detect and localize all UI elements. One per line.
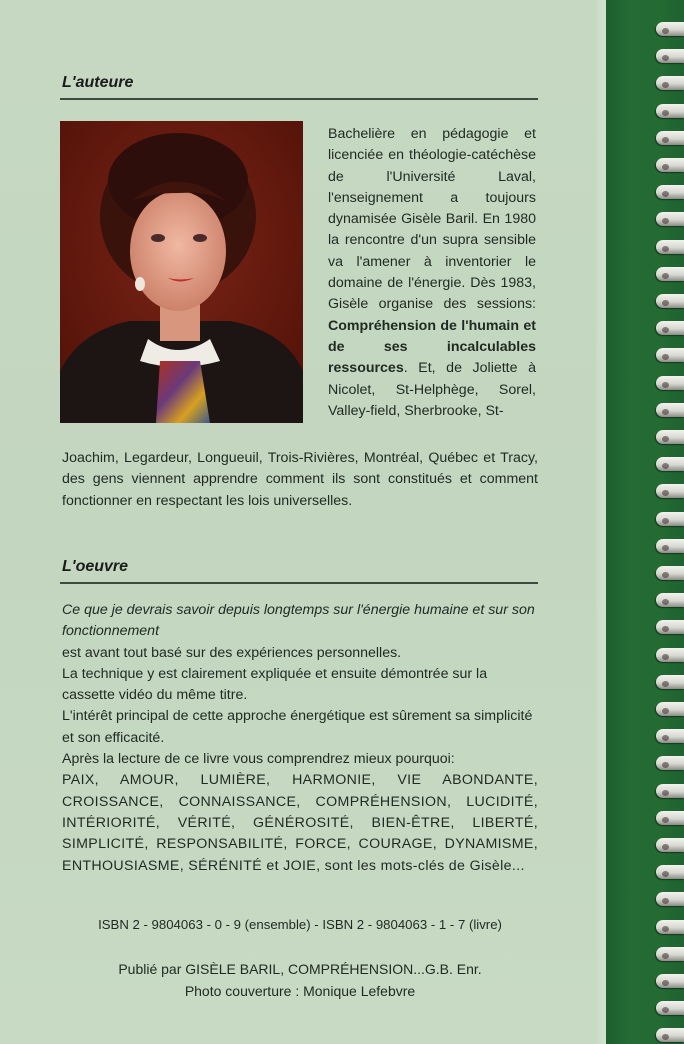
coil-loop-icon (656, 484, 684, 498)
coil-loop-icon (656, 566, 684, 580)
work-description (62, 600, 538, 877)
coil-loop-icon (656, 430, 684, 444)
work-divider (60, 582, 538, 584)
photo-credit: Photo couverture : Monique Lefebvre (184, 983, 416, 999)
coil-loop-icon (656, 838, 684, 852)
coil-loop-icon (656, 865, 684, 879)
isbn-line: ISBN 2 - 9804063 - 0 - 9 (ensemble) - ISBN 2 - 9804063 - 1 - 7 (livre) (98, 917, 502, 932)
coil-loop-icon (656, 240, 684, 254)
coil-loop-icon (656, 76, 684, 90)
description-line: Après la lecture de ce livre vous comprendrez mieux pourquoi: (62, 751, 455, 768)
coil-loop-icon (656, 158, 684, 172)
coil-loop-icon (656, 49, 684, 63)
coil-loop-icon (656, 593, 684, 607)
coil-loop-icon (656, 702, 684, 716)
author-bio-text: Bachelière en pédagogie et licenciée en théologie-catéchèse de l'Université Laval, l'enseignement a toujours dynamisée Gisèle Baril. En 1980 la rencontre d'un supra sensible va l'amener à inventorier le domaine de l'énergie. Dès 1983, Gisèle organise des sessions: (328, 126, 536, 313)
publisher-line: Publié par GISÈLE BARIL, COMPRÉHENSION...G.B. Enr. (118, 961, 482, 977)
author-bio-column (328, 124, 536, 422)
coil-loop-icon (656, 1001, 684, 1015)
coil-loop-icon (656, 104, 684, 118)
coil-loop-icon (656, 784, 684, 798)
coil-loop-icon (656, 403, 684, 417)
coil-loop-icon (656, 756, 684, 770)
author-divider (60, 98, 538, 100)
coil-loop-icon (656, 811, 684, 825)
coil-loop-icon (656, 892, 684, 906)
portrait-illustration-icon (60, 121, 303, 423)
author-bio-full: Joachim, Legardeur, Longueuil, Trois-Rivières, Montréal, Québec et Tracy, des gens viennent apprendre comment ils sont constitués et comment fonctionner en respectant les lois universelles. (62, 450, 538, 509)
keywords-list: PAIX, AMOUR, LUMIÈRE, HARMONIE, VIE ABONDANTE, CROISSANCE, CONNAISSANCE, COMPRÉHENSION, LUCIDITÉ, INTÉRIORITÉ, VÉRITÉ, GÉNÉROSITÉ, BIEN-ÊTRE, LIBERTÉ, SIMPLICITÉ, RESPONSABILITÉ, FORCE, COURAGE, DYNAMISME, ENTHOUSIASME, SÉRÉNITÉ et JOIE, sont les mots-clés de Gisèle... (62, 772, 538, 874)
coil-loop-icon (656, 512, 684, 526)
coil-loop-icon (656, 539, 684, 553)
description-line: est avant tout basé sur des expériences personnelles. (62, 644, 402, 661)
description-line: La technique y est clairement expliquée et ensuite démontrée sur la cassette vidéo du même titre. (62, 665, 488, 704)
coil-loop-icon (656, 1028, 684, 1042)
author-bio-text-cont: . Et, de Joliette à Nicolet, St-Helphège, Sorel, Valley-field, Sherbrooke, St- (328, 360, 536, 419)
coil-loop-icon (656, 974, 684, 988)
coil-loop-icon (656, 620, 684, 634)
coil-loop-icon (656, 267, 684, 281)
coil-loop-icon (656, 22, 684, 36)
coil-loop-icon (656, 920, 684, 934)
description-line: L'intérêt principal de cette approche énergétique est sûrement sa simplicité et son efficacité. (62, 708, 533, 746)
coil-loop-icon (656, 294, 684, 308)
publication-info (60, 958, 540, 1002)
coil-loop-icon (656, 376, 684, 390)
book-title: Ce que je devrais savoir depuis longtemps sur l'énergie humaine et sur son fonctionnement (62, 602, 535, 640)
coil-loop-icon (656, 321, 684, 335)
coil-loop-icon (656, 729, 684, 743)
session-title: Compréhension de l'humain et de ses incalculables ressources (328, 317, 536, 377)
coil-loop-icon (656, 648, 684, 662)
coil-loop-icon (656, 185, 684, 199)
coil-loop-icon (656, 348, 684, 362)
author-portrait (60, 121, 303, 423)
coil-loop-icon (656, 947, 684, 961)
work-heading: L'oeuvre (62, 558, 129, 575)
coil-loop-icon (656, 675, 684, 689)
coil-loop-icon (656, 212, 684, 226)
author-heading: L'auteure (62, 74, 134, 91)
coil-loop-icon (656, 131, 684, 145)
coil-loop-icon (656, 457, 684, 471)
